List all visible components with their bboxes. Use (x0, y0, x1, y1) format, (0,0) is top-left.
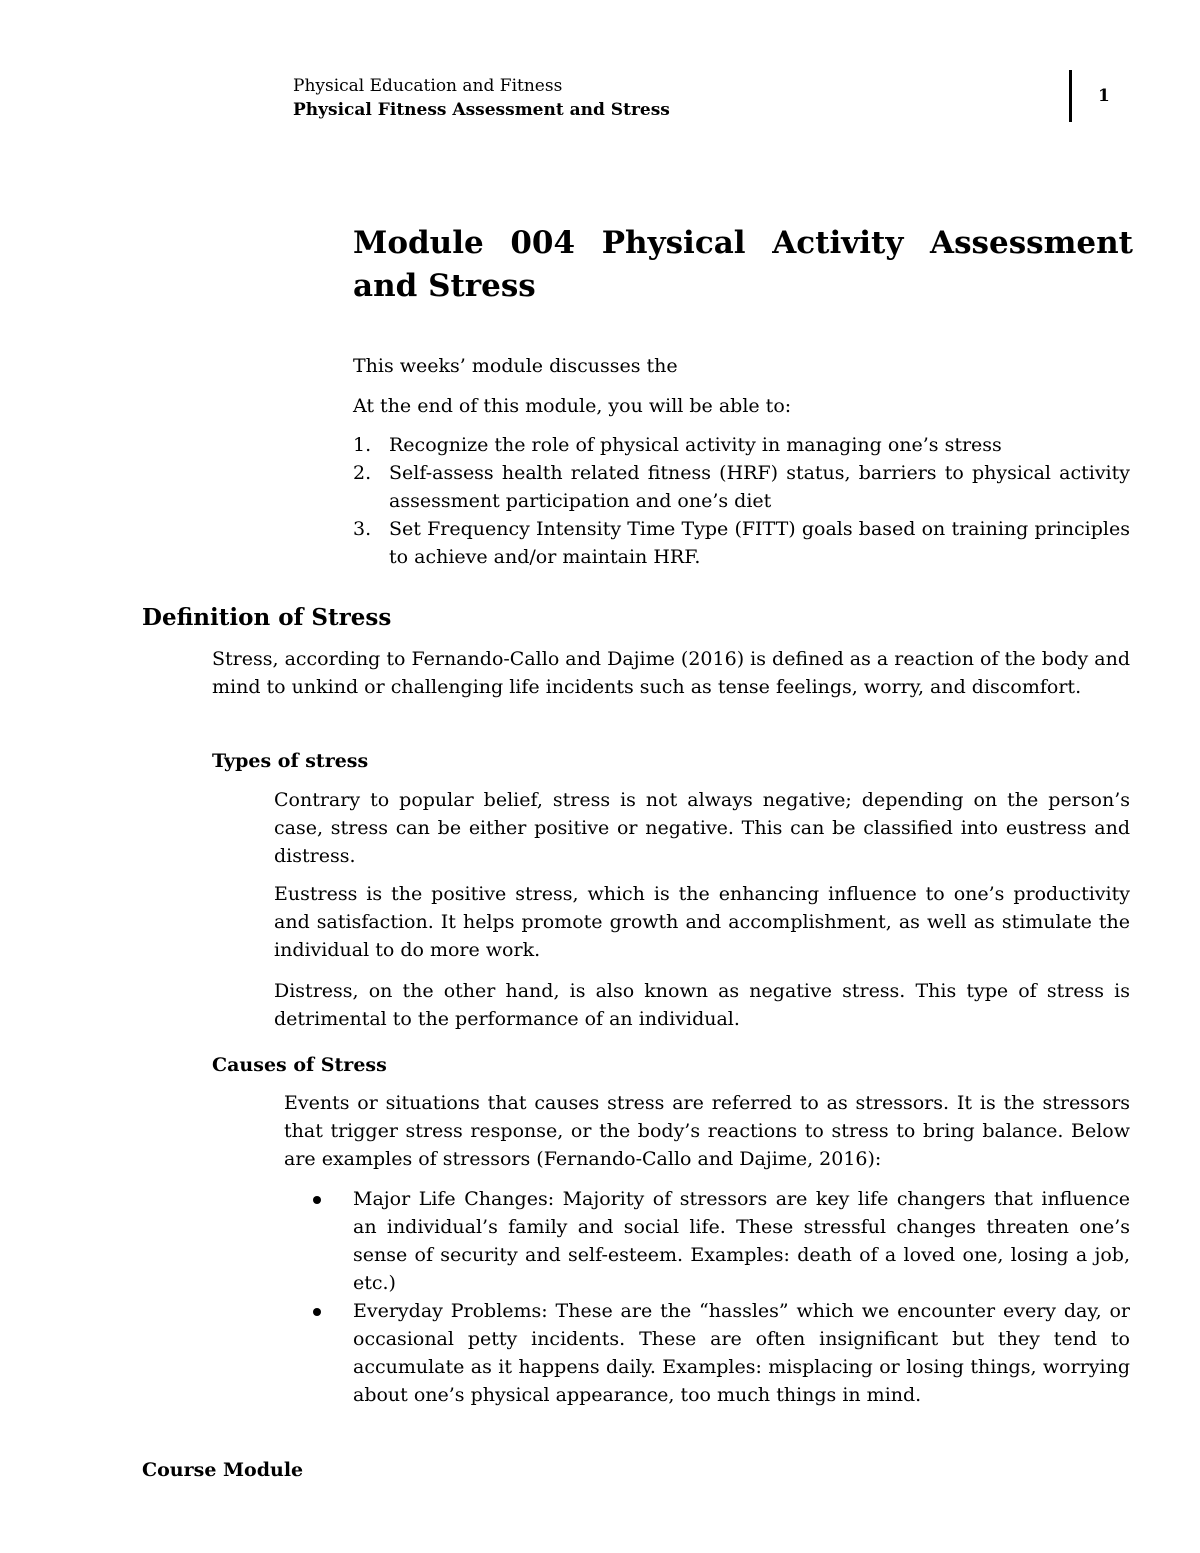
stressor-text: Everyday Problems: These are the “hassles” which we encounter every day, or occasional petty incidents. These are often insignificant but they tend to accumulate as it happens daily. Examples: misplacing or losing things, worrying about one’s physical appearance, too much things in mind. (353, 1300, 1130, 1406)
stressor-item (313, 1297, 1130, 1409)
objective-text: Self-assess health related fitness (HRF) status, barriers to physical activity assessment participation and one’s diet (389, 462, 1130, 512)
header-divider (1069, 70, 1072, 122)
stressor-text: Major Life Changes: Majority of stressors are key life changers that influence an individual’s family and social life. These stressful changes threaten one’s sense of security and self-esteem. Examples: death of a loved one, losing a job, etc.) (353, 1188, 1130, 1294)
objective-number: 2. (353, 462, 372, 484)
objective-text: Set Frequency Intensity Time Type (FITT) goals based on training principles to achieve and/or maintain HRF. (389, 518, 1130, 568)
objective-item (353, 431, 1130, 459)
objective-number: 3. (353, 518, 372, 540)
eustress-paragraph: Eustress is the positive stress, which is the enhancing influence to one’s productivity and satisfaction. It helps promote growth and accomplishment, as well as stimulate the individual to do more work. (274, 883, 1130, 961)
header-course-title: Physical Education and Fitness (293, 76, 563, 96)
running-header (293, 74, 670, 122)
types-paragraph-1: Contrary to popular belief, stress is not always negative; depending on the person’s case, stress can be either positive or negative. This can be classified into eustress and distress. (274, 789, 1130, 867)
objective-number: 1. (353, 434, 372, 456)
objective-item (353, 459, 1130, 515)
stressors-list (313, 1185, 1130, 1409)
footer-course-module: Course Module (142, 1459, 304, 1481)
objective-item (353, 515, 1130, 571)
causes-intro-paragraph: Events or situations that causes stress are referred to as stressors. It is the stressors that trigger stress response, or the body’s reactions to stress to bring balance. Below are examples of stressors (Fernando-Callo and Dajime, 2016): (284, 1092, 1130, 1170)
intro-line-2: At the end of this module, you will be able to: (353, 395, 792, 417)
page-number: 1 (1098, 86, 1110, 106)
bullet-icon (313, 1196, 321, 1204)
intro-line-1: This weeks’ module discusses the (353, 355, 678, 377)
bullet-icon (313, 1308, 321, 1316)
objectives-list (353, 431, 1130, 571)
types-heading: Types of stress (212, 750, 369, 772)
stressor-item (313, 1185, 1130, 1297)
module-title: Module 004 Physical Activity Assessment and Stress (353, 225, 1133, 304)
causes-heading: Causes of Stress (212, 1054, 387, 1076)
definition-heading: Definition of Stress (142, 604, 392, 631)
header-subtitle: Physical Fitness Assessment and Stress (293, 100, 670, 120)
objective-text: Recognize the role of physical activity in managing one’s stress (389, 434, 1002, 456)
distress-paragraph: Distress, on the other hand, is also known as negative stress. This type of stress is detrimental to the performance of an individual. (274, 980, 1130, 1030)
definition-paragraph: Stress, according to Fernando-Callo and Dajime (2016) is defined as a reaction of the body and mind to unkind or challenging life incidents such as tense feelings, worry, and discomfort. (212, 648, 1130, 698)
